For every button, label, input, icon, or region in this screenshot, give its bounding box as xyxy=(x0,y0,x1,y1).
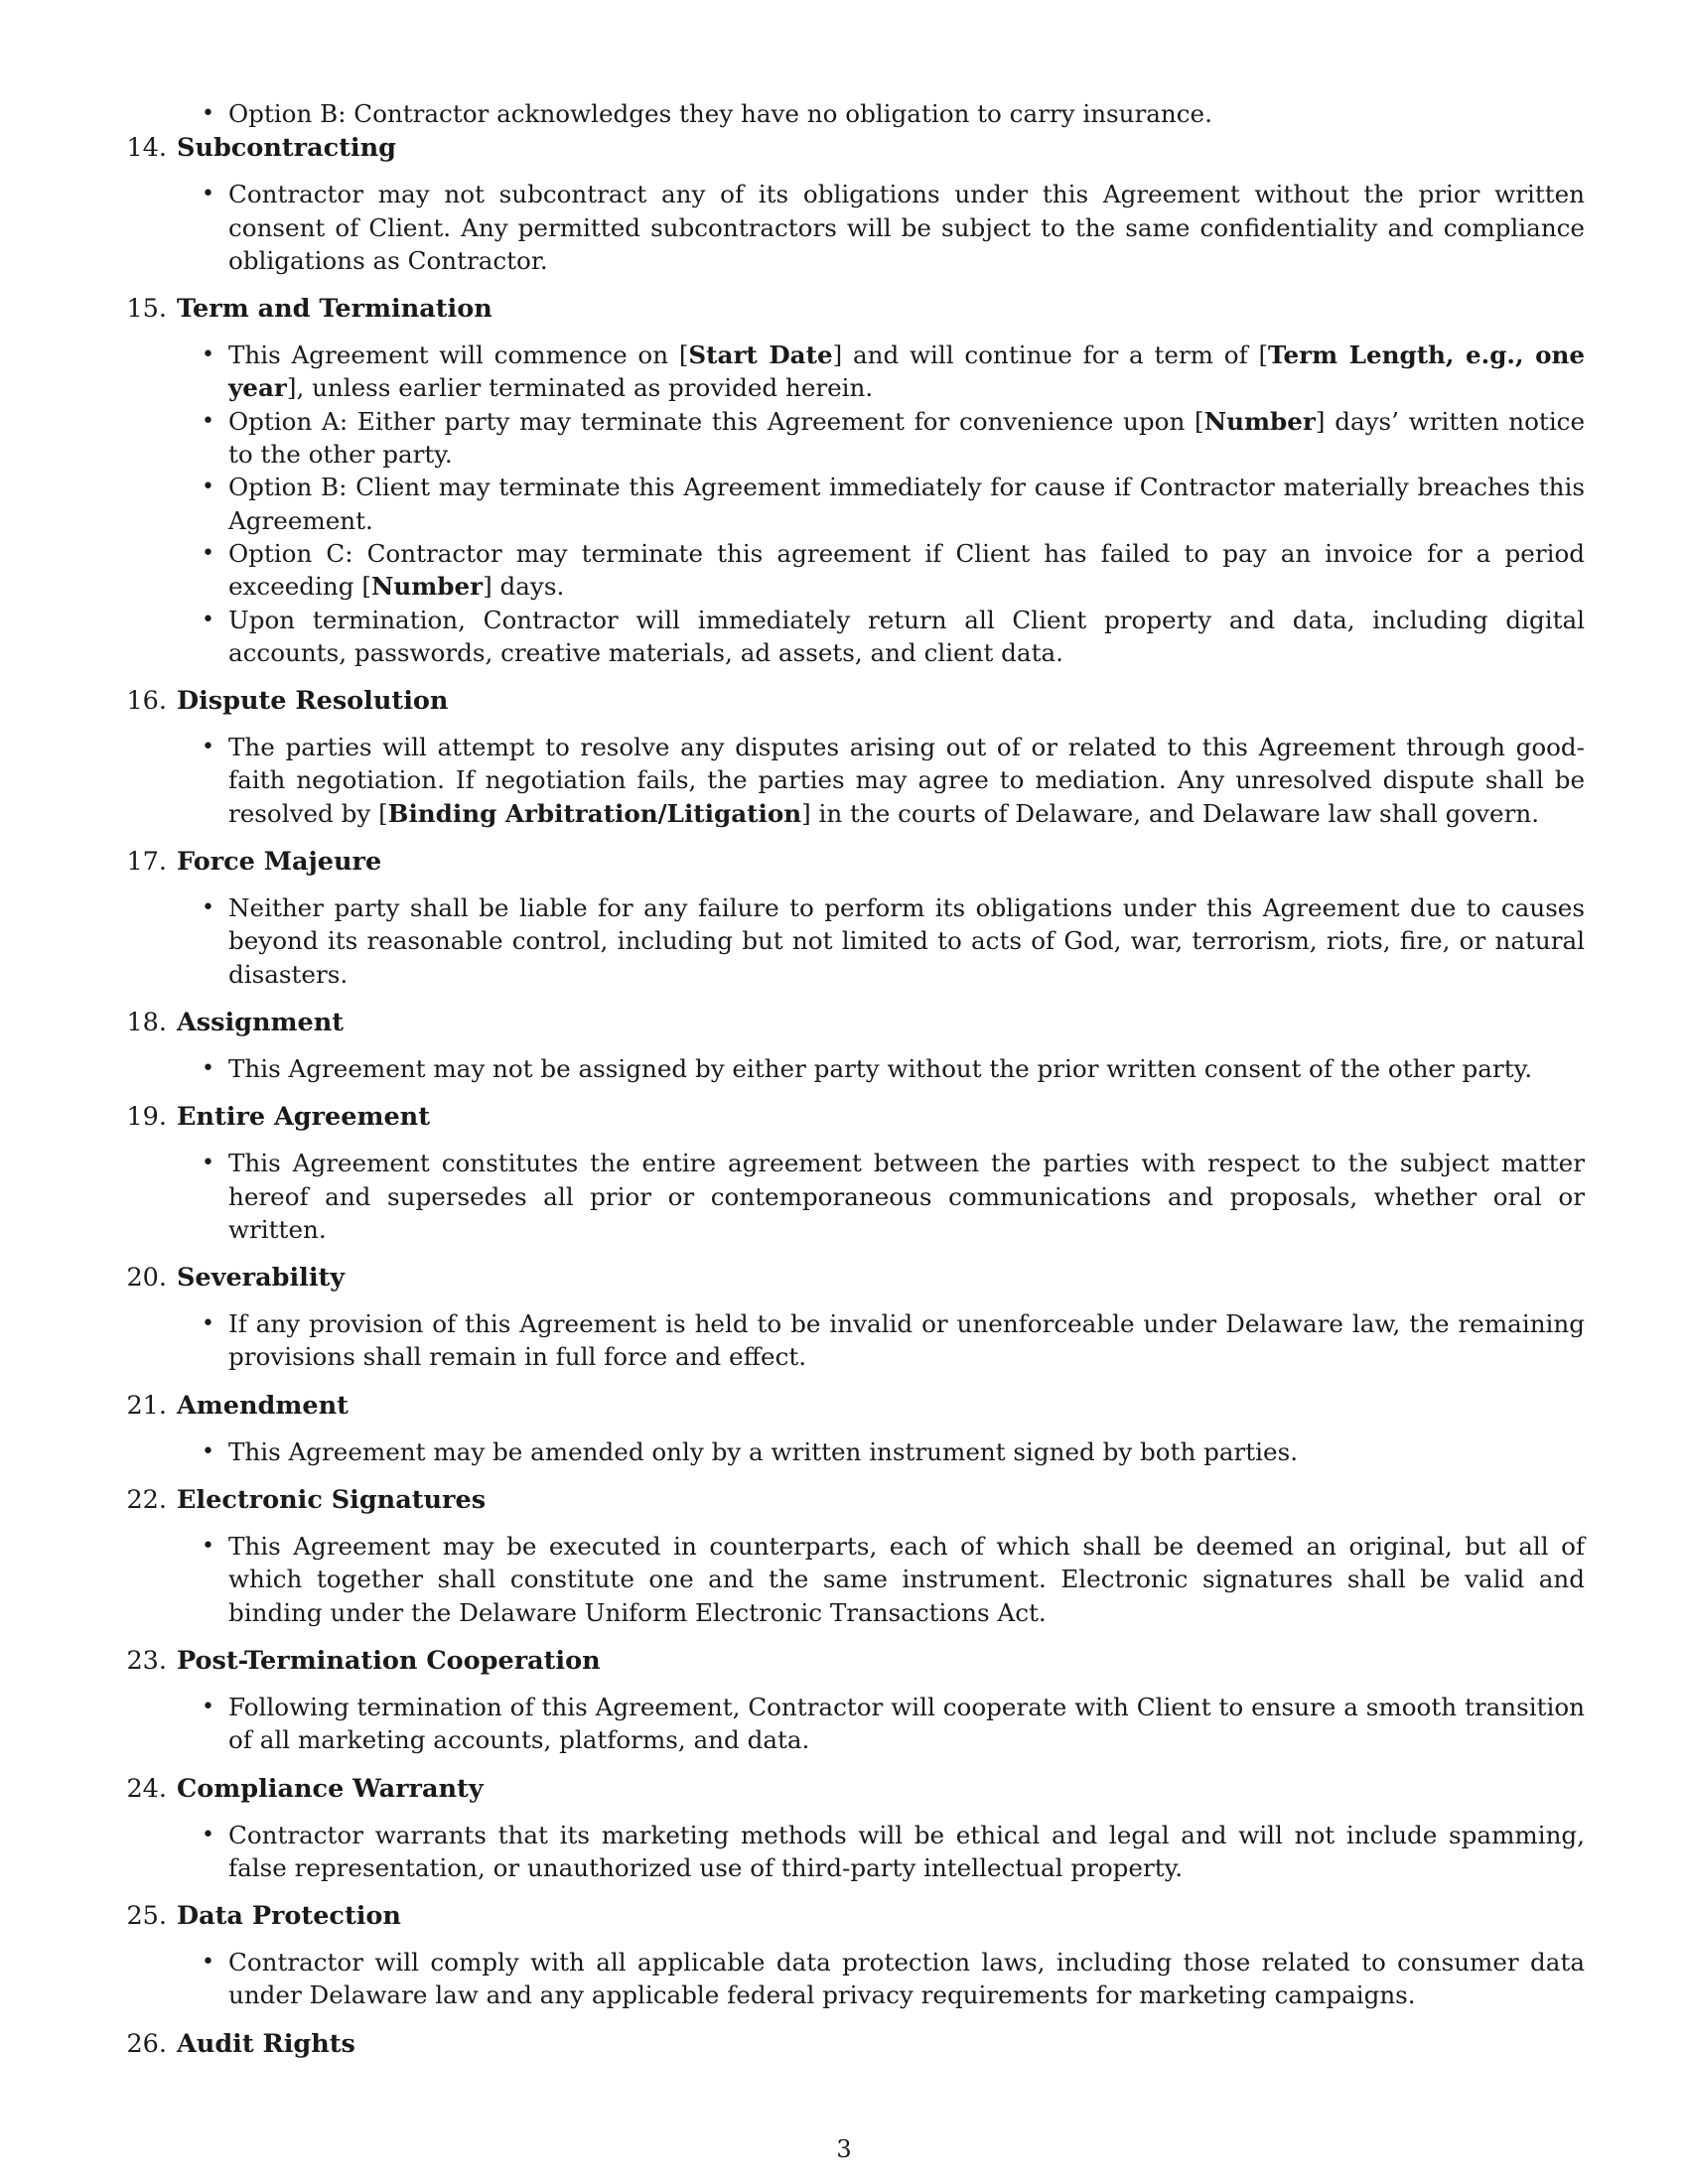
section-title: Entire Agreement xyxy=(177,1102,430,1133)
list-item xyxy=(117,97,1587,130)
section xyxy=(117,1099,1587,1246)
section-number: 21. xyxy=(126,1390,167,1421)
text-run: Upon termination, Contractor will immediately return all Client property and data, including digital accounts, passwords, creative materials, ad assets, and client data. xyxy=(228,605,1585,667)
bullet-icon: • xyxy=(202,607,214,632)
text-run: This Agreement constitutes the entire agreement between the parties with respect to the subject matter hereof and supersedes all prior or contemporaneous communications and proposals, whether oral or written. xyxy=(228,1149,1585,1244)
bullet-list xyxy=(117,339,1587,669)
text-run: This Agreement may be executed in counterparts, each of which shall be deemed an original, but all of which together shall constitute one and the same instrument. Electronic signatures shall be valid and binding under the Delaware Uniform Electronic Transactions Act. xyxy=(228,1532,1585,1627)
bullet-list xyxy=(117,1530,1587,1629)
list-item-text xyxy=(228,1147,1585,1246)
section-title: Post-Termination Cooperation xyxy=(177,1645,601,1676)
text-run: ] in the courts of Delaware, and Delaware law shall govern. xyxy=(801,798,1540,828)
section xyxy=(117,1005,1587,1085)
list-item-text xyxy=(228,339,1585,405)
section-number: 22. xyxy=(126,1485,167,1516)
list-item-text xyxy=(228,1052,1585,1085)
text-run: Contractor warrants that its marketing methods will be ethical and legal and will not include spamming, false representation, or unauthorized use of third-party intellectual property. xyxy=(228,1820,1585,1882)
list-item xyxy=(117,405,1587,472)
text-run: Option A: Either party may terminate this Agreement for convenience upon [ xyxy=(228,406,1204,436)
list-item-text xyxy=(228,537,1585,604)
document-body xyxy=(117,97,1587,2076)
text-run: Option B: Client may terminate this Agreement immediately for cause if Contractor materially breaches this Agreement. xyxy=(228,473,1585,535)
list-item xyxy=(117,471,1587,537)
placeholder-field: Number xyxy=(1203,406,1316,436)
text-run: Option B: Contractor acknowledges they have no obligation to carry insurance. xyxy=(228,99,1212,128)
section-title: Compliance Warranty xyxy=(177,1773,484,1804)
placeholder-field: Number xyxy=(370,572,484,602)
section-title: Term and Termination xyxy=(177,294,492,325)
bullet-icon: • xyxy=(202,735,214,760)
list-item xyxy=(117,1435,1587,1468)
list-item xyxy=(117,178,1587,277)
text-run: The parties will attempt to resolve any disputes arising out of or related to this Agreement through good-faith negotiation. If negotiation fails, the parties may agree to mediation. Any unresolved dispute shall be resolved by [ xyxy=(228,733,1585,828)
section-title: Dispute Resolution xyxy=(177,686,449,717)
list-item xyxy=(117,731,1587,830)
list-item xyxy=(117,1147,1587,1246)
section-heading xyxy=(117,683,1587,719)
section-heading xyxy=(117,1898,1587,1934)
bullet-icon: • xyxy=(202,1311,214,1337)
text-run: ] and will continue for a term of [ xyxy=(832,341,1269,370)
section xyxy=(117,1771,1587,1885)
list-item xyxy=(117,604,1587,670)
section-heading xyxy=(117,2026,1587,2062)
list-item-text xyxy=(228,1530,1585,1629)
list-item xyxy=(117,1307,1587,1374)
section-heading xyxy=(117,291,1587,327)
section-number: 17. xyxy=(126,847,167,878)
bullet-icon: • xyxy=(202,1438,214,1464)
section-title: Assignment xyxy=(177,1007,345,1037)
list-item xyxy=(117,339,1587,405)
section-number: 24. xyxy=(126,1773,167,1804)
bullet-icon: • xyxy=(202,475,214,500)
page-number: 3 xyxy=(836,2135,852,2163)
bullet-icon: • xyxy=(202,1694,214,1719)
text-run: Following termination of this Agreement, Contractor will cooperate with Client to ensure a smooth transition of all marketing accounts, platforms, and data. xyxy=(228,1692,1585,1755)
bullet-list xyxy=(117,178,1587,277)
section xyxy=(117,1482,1587,1629)
section-number: 16. xyxy=(126,686,167,717)
text-run: ] days. xyxy=(483,572,565,602)
section-title: Severability xyxy=(177,1263,346,1294)
list-item xyxy=(117,537,1587,604)
bullet-icon: • xyxy=(202,342,214,368)
list-item-text xyxy=(228,891,1585,991)
section-heading xyxy=(117,1260,1587,1296)
text-run: If any provision of this Agreement is held to be invalid or unenforceable under Delaware law, the remaining provisions shall remain in full force and effect. xyxy=(228,1309,1585,1372)
text-run: This Agreement may not be assigned by either party without the prior written consent of the other party. xyxy=(228,1053,1533,1083)
bullet-icon: • xyxy=(202,895,214,921)
section-number: 25. xyxy=(126,1901,167,1932)
section-title: Data Protection xyxy=(177,1901,401,1932)
list-item-text xyxy=(228,1435,1585,1468)
list-item xyxy=(117,1052,1587,1085)
bullet-list xyxy=(117,1691,1587,1757)
text-run: ], unless earlier terminated as provided herein. xyxy=(286,373,874,403)
section-title: Amendment xyxy=(177,1390,349,1421)
text-run: Contractor will comply with all applicable data protection laws, including those related to consumer data under Delaware law and any applicable federal privacy requirements for marketing campaigns. xyxy=(228,1948,1585,2010)
list-item xyxy=(117,1530,1587,1629)
bullet-list xyxy=(117,1147,1587,1246)
bullet-list xyxy=(117,1819,1587,1885)
text-run: This Agreement will commence on [ xyxy=(228,341,689,370)
text-run: Neither party shall be liable for any failure to perform its obligations under this Agreement due to causes beyond its reasonable control, including but not limited to acts of God, war, terrorism, riots, fire, or natural disasters. xyxy=(228,893,1585,989)
placeholder-field: Binding Arbitration/Litigation xyxy=(387,798,802,828)
section-number: 14. xyxy=(126,133,167,164)
list-item-text xyxy=(228,1946,1585,2012)
section-number: 18. xyxy=(126,1007,167,1037)
text-run: Contractor may not subcontract any of its obligations under this Agreement without the prior written consent of Client. Any permitted subcontractors will be subject to the same confidentiality and compliance obligations as Contractor. xyxy=(228,180,1585,275)
section xyxy=(117,1898,1587,2012)
list-item xyxy=(117,1819,1587,1885)
continued-bullet-list xyxy=(117,97,1587,130)
section-heading xyxy=(117,1771,1587,1807)
section-title: Force Majeure xyxy=(177,847,382,878)
bullet-list xyxy=(117,1435,1587,1468)
text-run: ] days’ written notice to the other party. xyxy=(228,406,1586,470)
section-number: 23. xyxy=(126,1645,167,1676)
bullet-icon: • xyxy=(202,1822,214,1847)
section-heading xyxy=(117,1388,1587,1424)
list-item-text xyxy=(228,1819,1585,1885)
section-title: Audit Rights xyxy=(177,2028,355,2059)
section xyxy=(117,2026,1587,2062)
section xyxy=(117,844,1587,991)
placeholder-field: Term Length, e.g., one year xyxy=(228,341,1585,403)
section-heading xyxy=(117,1643,1587,1679)
section-title: Subcontracting xyxy=(177,133,396,164)
list-item xyxy=(117,1691,1587,1757)
section xyxy=(117,291,1587,669)
section-heading xyxy=(117,130,1587,166)
section-number: 15. xyxy=(126,294,167,325)
bullet-list xyxy=(117,1946,1587,2012)
section-number: 19. xyxy=(126,1102,167,1133)
placeholder-field: Start Date xyxy=(688,341,833,370)
text-run: This Agreement may be amended only by a written instrument signed by both parties. xyxy=(228,1436,1299,1466)
section-heading xyxy=(117,844,1587,880)
bullet-icon: • xyxy=(202,1534,214,1560)
section xyxy=(117,1260,1587,1374)
list-item xyxy=(117,891,1587,991)
section xyxy=(117,1643,1587,1757)
list-item-text xyxy=(228,178,1585,277)
list-item-text xyxy=(228,97,1585,130)
list-item-text xyxy=(228,1691,1585,1757)
bullet-icon: • xyxy=(202,540,214,566)
list-item-text xyxy=(228,471,1585,537)
section xyxy=(117,1388,1587,1468)
bullet-icon: • xyxy=(202,101,214,126)
bullet-icon: • xyxy=(202,1950,214,1976)
list-item-text xyxy=(228,405,1585,472)
bullet-list xyxy=(117,891,1587,991)
bullet-icon: • xyxy=(202,1055,214,1081)
text-run: Option C: Contractor may terminate this agreement if Client has failed to pay an invoice for a period exceeding [ xyxy=(228,538,1585,602)
bullet-list xyxy=(117,1307,1587,1374)
section xyxy=(117,683,1587,830)
list-item-text xyxy=(228,604,1585,670)
section-heading xyxy=(117,1099,1587,1135)
section-heading xyxy=(117,1482,1587,1518)
section-heading xyxy=(117,1005,1587,1040)
bullet-icon: • xyxy=(202,182,214,207)
bullet-list xyxy=(117,731,1587,830)
section xyxy=(117,130,1587,277)
list-item-text xyxy=(228,731,1585,830)
bullet-list xyxy=(117,1052,1587,1085)
section-number: 26. xyxy=(126,2028,167,2059)
section-number: 20. xyxy=(126,1263,167,1294)
list-item xyxy=(117,1946,1587,2012)
section-list xyxy=(117,130,1587,2061)
bullet-icon: • xyxy=(202,408,214,434)
bullet-icon: • xyxy=(202,1151,214,1176)
section-title: Electronic Signatures xyxy=(177,1485,487,1516)
list-item-text xyxy=(228,1307,1585,1374)
